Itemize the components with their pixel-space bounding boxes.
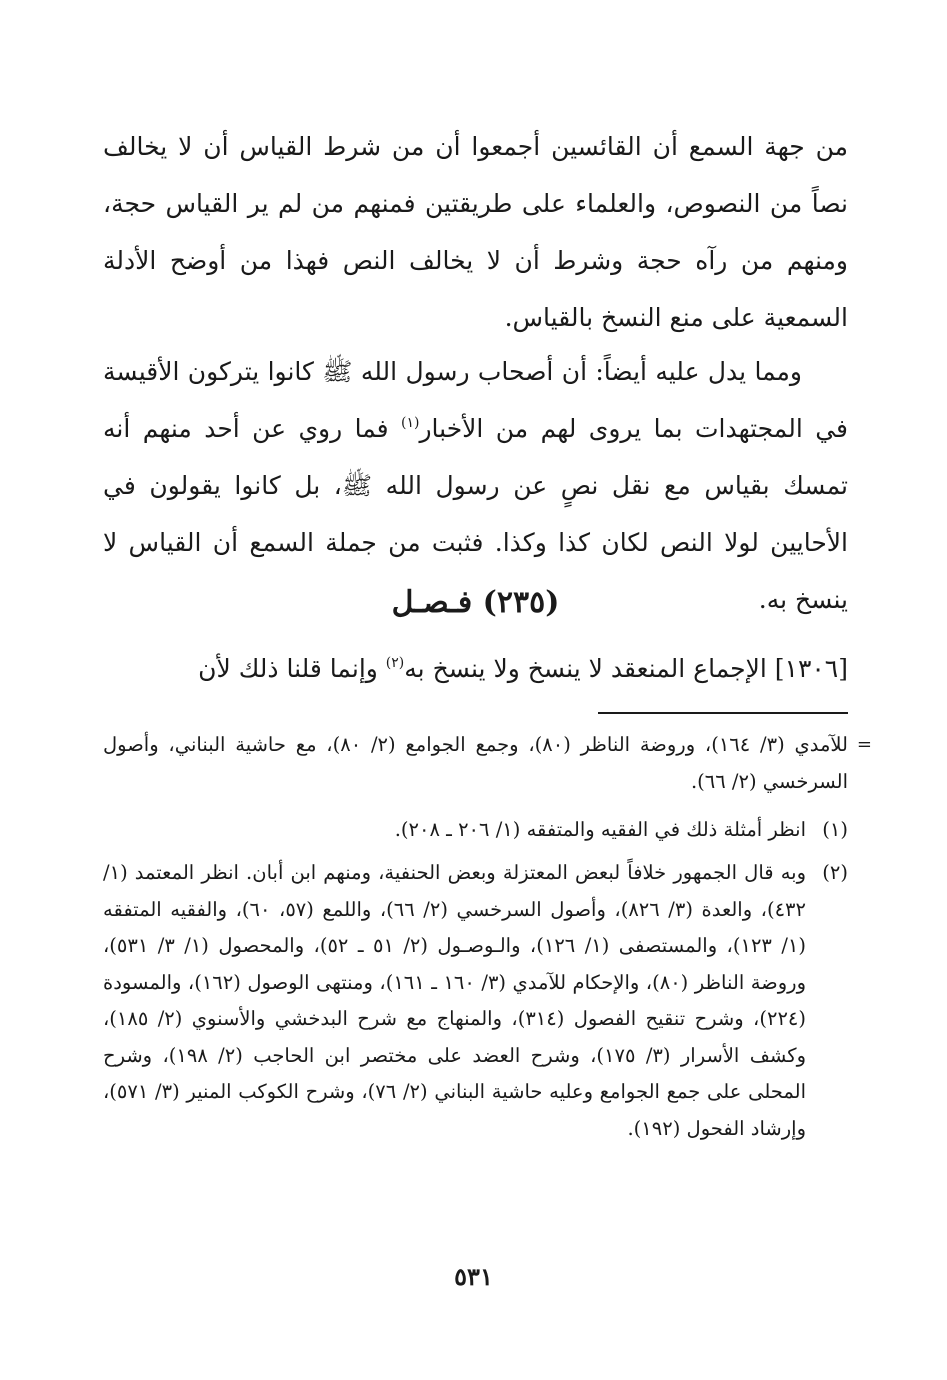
paragraph-text-end: فما روي عن أحد منهم أنه تمسك بقياس مع نقل نصٍ عن رسول الله ﷺ، بل كانوا يقولون في الأحايين لولا النص لكان كذا وكذا. فثبت من جملة السمع أن القياس لا ينسخ به. (103, 414, 848, 614)
footnote-number: (٢) (822, 861, 848, 884)
footnote-number: (١) (822, 818, 848, 841)
paragraph-text-end: وإنما قلنا ذلك لأن (198, 654, 386, 683)
footnote-separator (598, 712, 848, 714)
footnote-1 (103, 812, 848, 849)
page-number: ٥٣١ (454, 1262, 493, 1291)
footnote-2 (103, 855, 848, 1147)
footnote-continuation-text: للآمدي (٣/ ١٦٤)، وروضة الناظر (٨٠)، وجمع الجوامع (٢/ ٨٠)، مع حاشية البناني، وأصول السرخسي (٢/ ٦٦). (103, 733, 848, 793)
footnote-reference-2[interactable]: (٢) (385, 655, 405, 671)
footnote-text: وبه قال الجمهور خلافاً لبعض المعتزلة وبعض الحنفية، ومنهم ابن أبان. انظر المعتمد (١/ ٤٣٢)، والعدة (٣/ ٨٢٦)، وأصول السرخسي (٢/ ٦٦)، واللمع (٥٧، ٦٠)، والفقيه المتفقه (١/ ١٢٣)، والمستصفى (١/ ١٢٦)، والـوصـول (٢/ ٥١ ـ ٥٢)، والمحصول (١/ ٣/ ٥٣١)، وروضة الناظر (٨٠)، والإحكام للآمدي (٣/ ١٦٠ ـ ١٦١)، ومنتهى الوصول (١٦٢)، والمسودة (٢٢٤)، وشرح تنقيح الفصول (٣١٤)، والمنهاج مع شرح البدخشي والأسنوي (٢/ ١٨٥)، وكشف الأسرار (٣/ ١٧٥)، وشرح العضد على مختصر ابن الحاجب (٢/ ١٩٨)، وشرح المحلى على جمع الجوامع وعليه حاشية البناني (٢/ ٧٦)، وشرح الكوكب المنير (٣/ ٥٧١)، وإرشاد الفحول (١٩٢). (103, 861, 807, 1140)
paragraph-text: من جهة السمع أن القائسين أجمعوا أن من شرط القياس أن لا يخالف نصاً من النصوص، والعلماء على طريقتين فمنهم من لم ير القياس حجة، ومنهم من رآه حجة وشرط أن لا يخالف النص فهذا من أوضح الأدلة السمعية على منع النسخ بالقياس. (103, 132, 848, 332)
body-paragraph-1 (103, 118, 848, 346)
footnote-reference-1[interactable]: (١) (401, 415, 420, 431)
section-heading: (٢٣٥) فـصـل (391, 585, 560, 620)
footnote-continuation (103, 727, 872, 800)
paragraph-text-start: [١٣٠٦] الإجماع المنعقد لا ينسخ ولا ينسخ به (404, 654, 848, 683)
continuation-mark: = (856, 734, 872, 755)
body-paragraph-3 (103, 640, 848, 697)
paragraph-text-start: ومما يدل عليه أيضاً: أن أصحاب رسول الله ﷺ كانوا يتركون الأقيسة في المجتهدات بما يروى لهم من الأخبار (103, 357, 849, 443)
footnote-text: انظر أمثلة ذلك في الفقيه والمتفقه (١/ ٢٠٦ ـ ٢٠٨). (394, 818, 806, 841)
paragraph-text (103, 640, 848, 697)
